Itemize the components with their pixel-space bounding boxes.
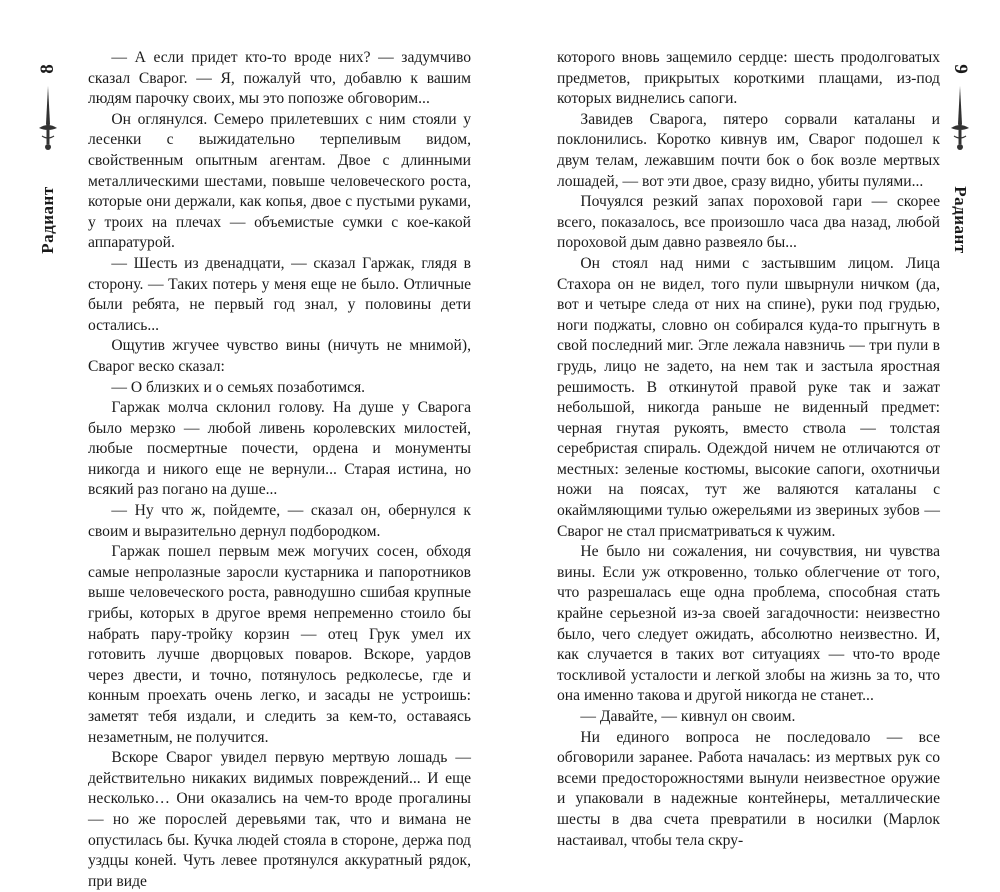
running-title: Радиант [951, 186, 970, 254]
paragraph: — А если придет кто-то вроде них? — задумчиво сказал Сварог. — Я, пожалуй что, добавлю к вашим людям парочку своих, мы это попозже обговорим... [88, 49, 471, 108]
paragraph: Гаржак пошел первым меж могучих сосен, обходя самые непролазные заросли кустарника и папоротников выше человеческого роста, равнодушно сшибая крупные грибы, которых в другое время непременно стоило бы набрать пару-тройку корзин — отец Грук умел их готовить лучше дворцовых поваров. Вскоре, уардов через двести, и точно, потянулось редколесье, где и конным проехать очень легко, и засады не устроишь: заметят тебя издали, и следить за кем-то, оставаясь незаметным, не получится. [88, 543, 471, 746]
paragraph: Он оглянулся. Семеро прилетевших с ним стояли у лесенки с выжидательно терпеливым видом, свойственным опытным агентам. Двое с длинными металлическими шестами, повыше человеческого роста, которые они держали, как копья, двое с пустыми руками, у троих на плечах — объемистые сумки с кое-какой аппаратурой. [88, 110, 471, 252]
left-page [0, 0, 500, 890]
paragraph: Завидев Сварога, пятеро сорвали каталаны и поклонились. Коротко кивнув им, Сварог подошел к двум телам, лежавшим почти бок о бок возле мертвых лошадей, — вот эти двое, сразу видно, убиты пулями... [557, 110, 940, 190]
paragraph: — Шесть из двенадцати, — сказал Гаржак, глядя в сторону. — Таких потерь у меня еще не было. Отличные были ребята, не первый год знал, у половины дети остались... [88, 254, 471, 334]
paragraph: Вскоре Сварог увидел первую мертвую лошадь — действительно никаких видимых повреждений... И еще несколько… Они оказались на чем-то вроде прогалины — но же порослей деревьями так, что и вимана не опустилась бы. Кучка людей стояла в стороне, держа под уздцы коней. Чуть левее протянулся аккуратный рядок, при виде [88, 749, 471, 890]
sword-ornament-icon [36, 84, 60, 154]
page-number: 9 [950, 64, 971, 74]
sword-ornament-icon [948, 84, 972, 154]
right-page [500, 0, 1000, 849]
running-title: Радиант [38, 186, 57, 254]
paragraph: Гаржак молча склонил голову. На душе у Сварога было мерзко — любой ливень королевских милостей, любые посмертные почести, ордена и монументы никогда и никого еще не вернули... Старая истина, но всякий раз погано на душе... [88, 399, 471, 499]
paragraph: Почуялся резкий запах пороховой гари — скорее всего, показалось, все произошло часа два назад, любой пороховой дым давно развеяло бы... [557, 193, 940, 252]
right-page-text [557, 48, 940, 851]
paragraph: Не было ни сожаления, ни сочувствия, ни чувства вины. Если уж откровенно, только облегчение от того, что разрешалась еще одна проблема, способная стать крайне серьезной из-за своей загадочности: неизвестно было, чего следует ожидать, абсолютно неизвестно. И, как случается в таких вот ситуациях — что-то вроде тоскливой усталости и легкой злобы на жизнь за то, что она именно такова и другой никогда не станет... [557, 543, 940, 705]
left-page-margin [28, 0, 68, 750]
paragraph: — Ну что ж, пойдемте, — сказал он, обернулся к своим и выразительно дернул подбородком. [88, 502, 471, 540]
left-page-text [88, 48, 471, 892]
paragraph: Ощутив жгучее чувство вины (ничуть не мнимой), Сварог веско сказал: [88, 337, 471, 375]
paragraph: которого вновь защемило сердце: шесть продолговатых предметов, прикрытых короткими плащами, из-под которых виднелись сапоги. [557, 49, 940, 108]
page-number: 8 [37, 64, 58, 74]
paragraph: — Давайте, — кивнул он своим. [580, 708, 796, 725]
paragraph: Он стоял над ними с застывшим лицом. Лица Стахора он не видел, того пули швырнули ничком (да, вот и четыре следа от них на спине), руки под грудью, ноги поджаты, словно он собирался куда-то прыгнуть в свой последний миг. Эгле лежала навзничь — три пули в грудь, лицо не задето, на нем так и застыла яростная решимость. В откинутой правой руке так и зажат небольшой, никогда раньше не виденный предмет: черная гнутая рукоять, вместо ствола — толстая серебристая спираль. Одеждой ничем не отличаются от местных: зеленые костюмы, высокие сапоги, охотничьи ножи на поясах, тут же валяются каталаны с окаймляющими тулью ожерельями из звериных зубов — Сварог не стал присматриваться к чужим. [557, 254, 940, 540]
right-page-margin [940, 0, 980, 750]
paragraph: Ни единого вопроса не последовало — все обговорили заранее. Работа началась: из мертвых рук со всеми предосторожностями вынули неизвестное оружие и упаковали в надежные контейнеры, металлические шесты в два счета превратили в носилки (Марлок настаивал, чтобы тела скру- [557, 728, 940, 849]
paragraph: — О близких и о семьях позаботимся. [111, 378, 366, 396]
